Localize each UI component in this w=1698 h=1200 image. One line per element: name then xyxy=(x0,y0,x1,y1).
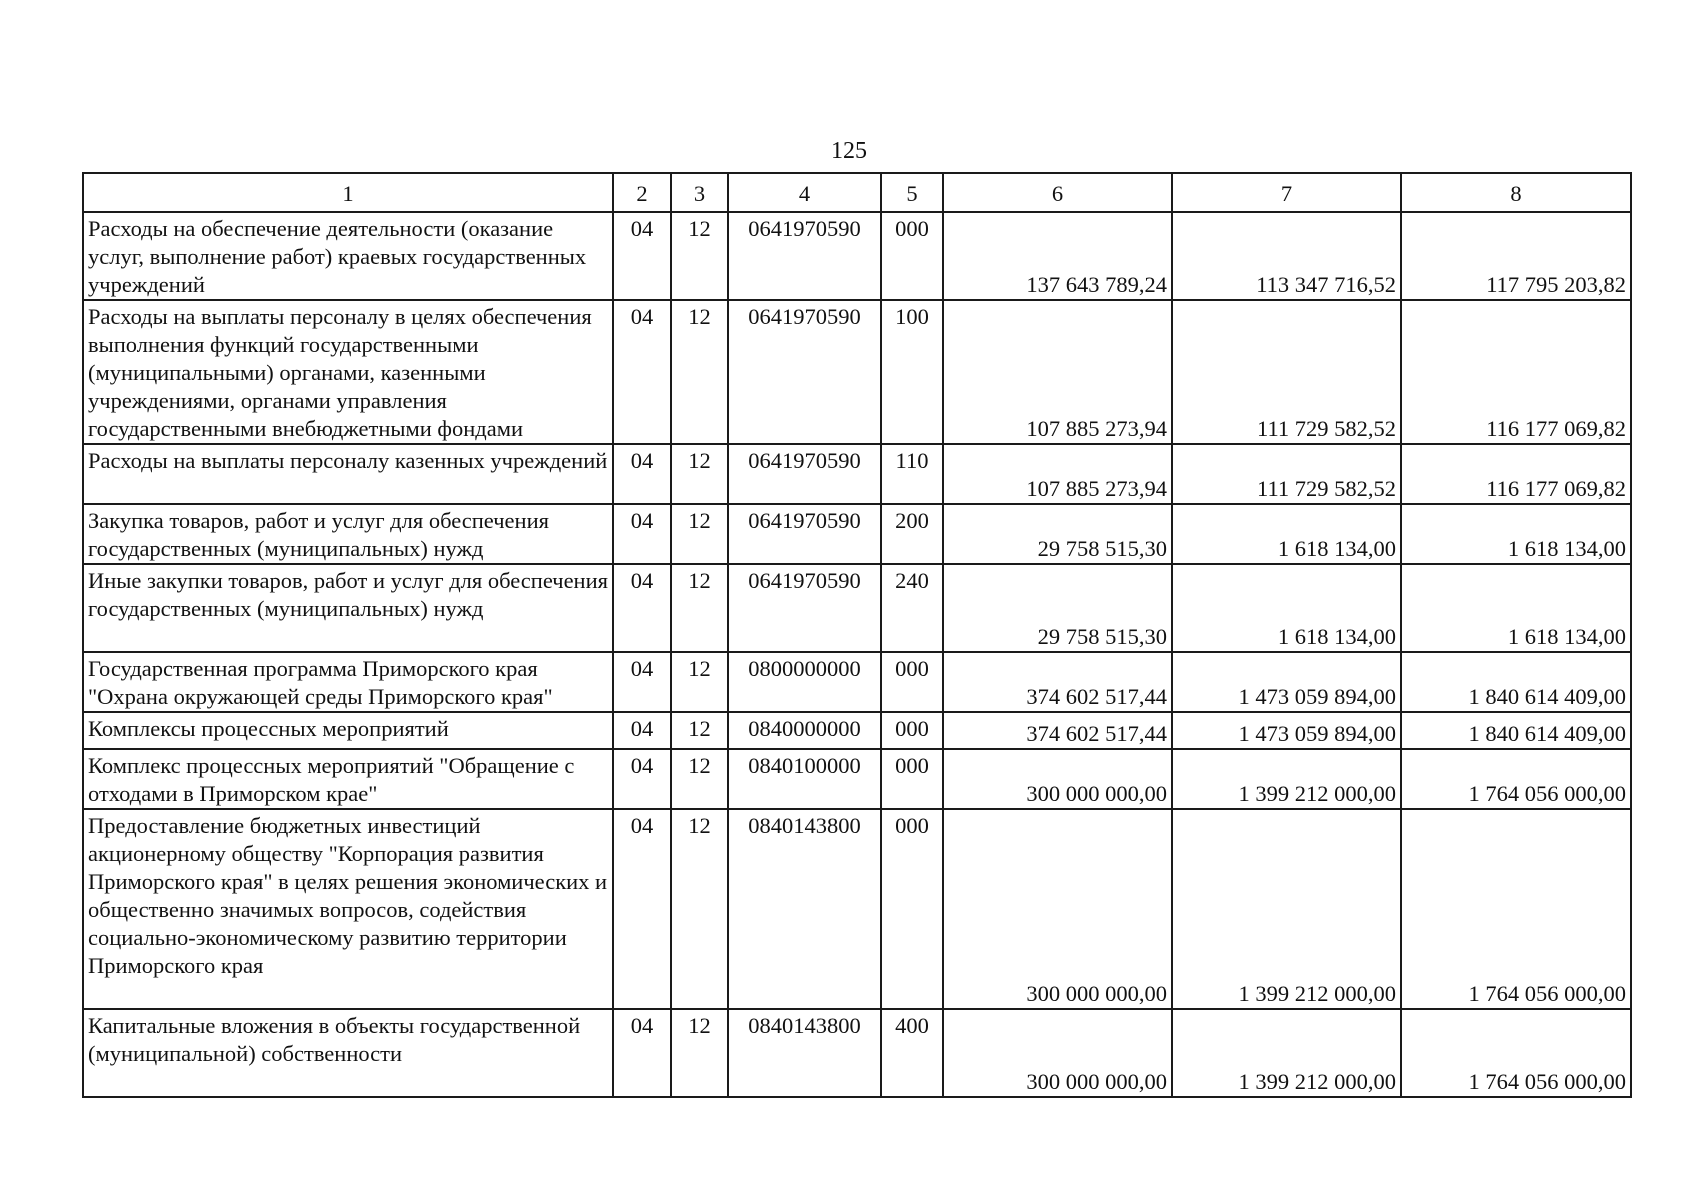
page-number: 125 xyxy=(831,138,867,164)
row-target-article: 0641970590 xyxy=(728,564,881,652)
row-amount-2: 1 399 212 000,00 xyxy=(1172,749,1401,809)
row-name: Предоставление бюджетных инвестиций акционерному обществу "Корпорация развития Приморского края" в целях решения экономических и общественно значимых вопросов, содействия социально-экономическому развитию территории Приморского края xyxy=(83,809,613,1009)
row-section: 04 xyxy=(613,712,671,749)
row-section: 04 xyxy=(613,504,671,564)
row-target-article: 0641970590 xyxy=(728,444,881,504)
row-expense-type: 000 xyxy=(881,749,943,809)
row-amount-2: 1 473 059 894,00 xyxy=(1172,712,1401,749)
row-subsection: 12 xyxy=(671,809,728,1009)
budget-table xyxy=(82,172,1632,1098)
row-amount-3: 1 764 056 000,00 xyxy=(1401,749,1631,809)
row-name: Расходы на выплаты персоналу в целях обеспечения выполнения функций государственными (муниципальными) органами, казенными учреждениями, органами управления государственными внебюджетными фондами xyxy=(83,300,613,444)
row-expense-type: 240 xyxy=(881,564,943,652)
row-amount-3: 1 764 056 000,00 xyxy=(1401,809,1631,1009)
row-target-article: 0800000000 xyxy=(728,652,881,712)
row-name: Капитальные вложения в объекты государственной (муниципальной) собственности xyxy=(83,1009,613,1097)
table-row xyxy=(83,809,1631,1009)
row-amount-1: 374 602 517,44 xyxy=(943,712,1172,749)
row-amount-1: 374 602 517,44 xyxy=(943,652,1172,712)
row-amount-1: 137 643 789,24 xyxy=(943,212,1172,300)
row-subsection: 12 xyxy=(671,1009,728,1097)
row-amount-2: 1 473 059 894,00 xyxy=(1172,652,1401,712)
row-name: Иные закупки товаров, работ и услуг для обеспечения государственных (муниципальных) нужд xyxy=(83,564,613,652)
row-amount-1: 29 758 515,30 xyxy=(943,564,1172,652)
row-subsection: 12 xyxy=(671,212,728,300)
row-subsection: 12 xyxy=(671,749,728,809)
column-header: 7 xyxy=(1172,173,1401,212)
row-section: 04 xyxy=(613,300,671,444)
row-amount-2: 1 399 212 000,00 xyxy=(1172,809,1401,1009)
row-amount-3: 116 177 069,82 xyxy=(1401,300,1631,444)
row-subsection: 12 xyxy=(671,504,728,564)
row-expense-type: 000 xyxy=(881,652,943,712)
row-section: 04 xyxy=(613,652,671,712)
row-amount-2: 1 618 134,00 xyxy=(1172,504,1401,564)
row-amount-3: 1 840 614 409,00 xyxy=(1401,712,1631,749)
row-expense-type: 400 xyxy=(881,1009,943,1097)
row-name: Комплекс процессных мероприятий "Обращение с отходами в Приморском крае" xyxy=(83,749,613,809)
row-subsection: 12 xyxy=(671,300,728,444)
row-amount-2: 113 347 716,52 xyxy=(1172,212,1401,300)
column-header: 1 xyxy=(83,173,613,212)
row-amount-1: 29 758 515,30 xyxy=(943,504,1172,564)
row-target-article: 0840000000 xyxy=(728,712,881,749)
table-row xyxy=(83,212,1631,300)
row-target-article: 0840143800 xyxy=(728,809,881,1009)
row-amount-3: 1 618 134,00 xyxy=(1401,564,1631,652)
row-expense-type: 000 xyxy=(881,212,943,300)
row-name: Расходы на выплаты персоналу казенных учреждений xyxy=(83,444,613,504)
row-section: 04 xyxy=(613,809,671,1009)
row-target-article: 0840100000 xyxy=(728,749,881,809)
row-target-article: 0641970590 xyxy=(728,212,881,300)
table-row xyxy=(83,504,1631,564)
row-expense-type: 200 xyxy=(881,504,943,564)
row-subsection: 12 xyxy=(671,712,728,749)
row-amount-1: 300 000 000,00 xyxy=(943,809,1172,1009)
row-expense-type: 000 xyxy=(881,712,943,749)
row-subsection: 12 xyxy=(671,444,728,504)
row-amount-1: 107 885 273,94 xyxy=(943,300,1172,444)
row-amount-1: 300 000 000,00 xyxy=(943,1009,1172,1097)
table-row xyxy=(83,444,1631,504)
row-amount-3: 117 795 203,82 xyxy=(1401,212,1631,300)
row-section: 04 xyxy=(613,444,671,504)
row-section: 04 xyxy=(613,749,671,809)
row-section: 04 xyxy=(613,212,671,300)
column-header: 3 xyxy=(671,173,728,212)
row-target-article: 0641970590 xyxy=(728,300,881,444)
column-header: 2 xyxy=(613,173,671,212)
row-amount-2: 1 399 212 000,00 xyxy=(1172,1009,1401,1097)
row-expense-type: 100 xyxy=(881,300,943,444)
row-name: Расходы на обеспечение деятельности (оказание услуг, выполнение работ) краевых государственных учреждений xyxy=(83,212,613,300)
row-name: Комплексы процессных мероприятий xyxy=(83,712,613,749)
row-amount-3: 116 177 069,82 xyxy=(1401,444,1631,504)
column-header: 5 xyxy=(881,173,943,212)
row-amount-2: 111 729 582,52 xyxy=(1172,444,1401,504)
row-amount-3: 1 840 614 409,00 xyxy=(1401,652,1631,712)
row-subsection: 12 xyxy=(671,564,728,652)
row-amount-1: 107 885 273,94 xyxy=(943,444,1172,504)
table-row xyxy=(83,712,1631,749)
row-name: Закупка товаров, работ и услуг для обеспечения государственных (муниципальных) нужд xyxy=(83,504,613,564)
row-amount-3: 1 764 056 000,00 xyxy=(1401,1009,1631,1097)
row-amount-2: 111 729 582,52 xyxy=(1172,300,1401,444)
column-header: 4 xyxy=(728,173,881,212)
row-expense-type: 110 xyxy=(881,444,943,504)
table-row xyxy=(83,300,1631,444)
table-row xyxy=(83,652,1631,712)
row-amount-3: 1 618 134,00 xyxy=(1401,504,1631,564)
column-header: 8 xyxy=(1401,173,1631,212)
row-section: 04 xyxy=(613,564,671,652)
row-amount-1: 300 000 000,00 xyxy=(943,749,1172,809)
row-target-article: 0641970590 xyxy=(728,504,881,564)
row-target-article: 0840143800 xyxy=(728,1009,881,1097)
table-row xyxy=(83,564,1631,652)
table-row xyxy=(83,749,1631,809)
row-expense-type: 000 xyxy=(881,809,943,1009)
row-subsection: 12 xyxy=(671,652,728,712)
column-header: 6 xyxy=(943,173,1172,212)
table-row xyxy=(83,1009,1631,1097)
row-amount-2: 1 618 134,00 xyxy=(1172,564,1401,652)
row-name: Государственная программа Приморского края "Охрана окружающей среды Приморского края" xyxy=(83,652,613,712)
header-row xyxy=(83,173,1631,212)
row-section: 04 xyxy=(613,1009,671,1097)
